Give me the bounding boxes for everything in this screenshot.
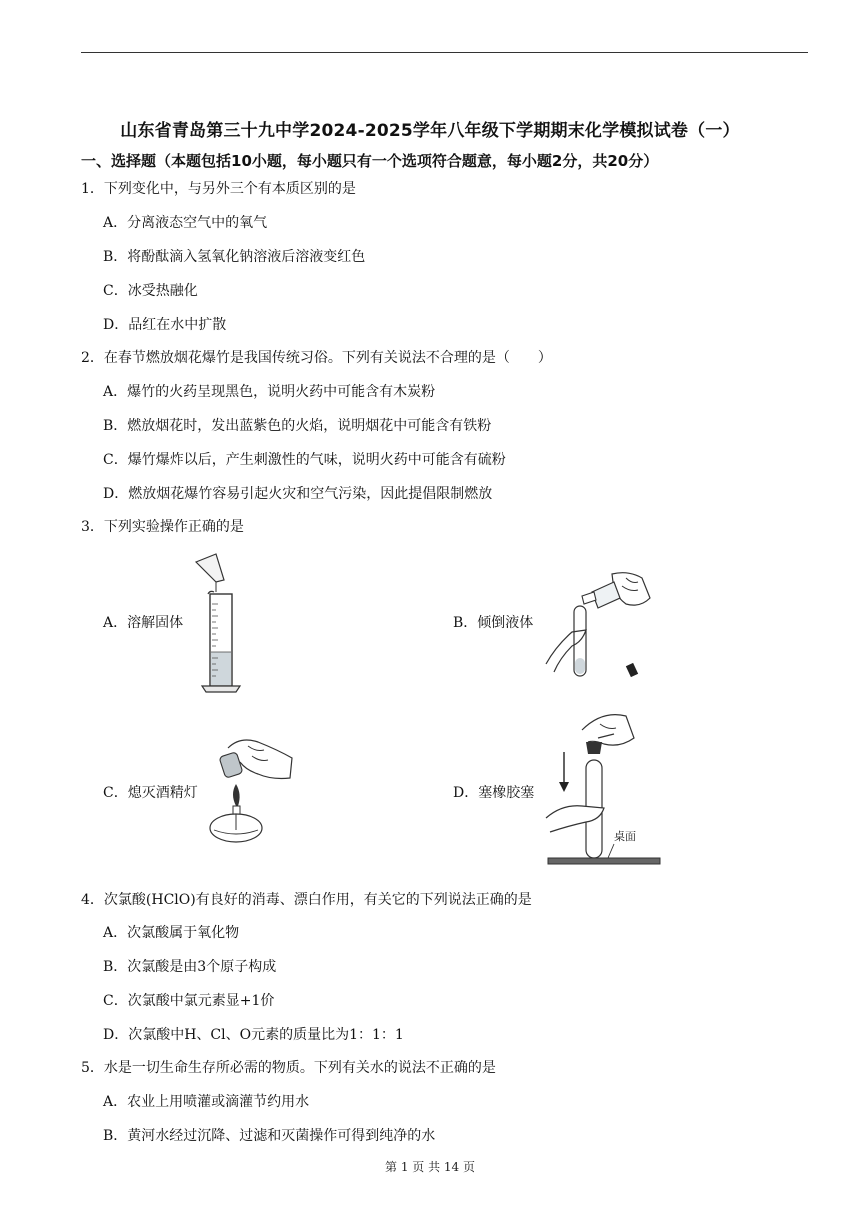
question-4-option-c: C．次氯酸中氯元素显+1价 [103,993,275,1009]
question-4-stem: 4．次氯酸(HClO)有良好的消毒、漂白作用，有关它的下列说法正确的是 [81,892,532,908]
question-2-option-d: D．燃放烟花爆竹容易引起火灾和空气污染，因此提倡限制燃放 [103,486,493,502]
page-footer: 第 1 页 共 14 页 [385,1160,475,1174]
section-heading: 一、选择题（本题包括10小题，每小题只有一个选项符合题意，每小题2分，共20分） [81,152,659,170]
graduated-cylinder-figure [190,552,270,694]
question-3-option-d: D．塞橡胶塞 [453,785,535,801]
question-2-stem: 2．在春节燃放烟花爆竹是我国传统习俗。下列有关说法不合理的是（ ） [81,350,552,366]
question-1-option-a: A．分离液态空气中的氧气 [103,215,268,231]
pouring-liquid-figure [542,568,666,684]
question-5-stem: 5．水是一切生命生存所必需的物质。下列有关水的说法不正确的是 [81,1060,496,1076]
question-1-option-c: C．冰受热融化 [103,283,198,299]
question-3-option-b: B．倾倒液体 [453,615,534,631]
alcohol-lamp-figure [200,734,296,846]
question-3-option-a: A．溶解固体 [103,615,184,631]
question-4-option-b: B．次氯酸是由3个原子构成 [103,959,277,975]
question-1-option-d: D．品红在水中扩散 [103,317,227,333]
table-surface-label: 桌面 [614,830,636,843]
exam-title: 山东省青岛第三十九中学2024-2025学年八年级下学期期末化学模拟试卷（一） [120,121,740,141]
question-2-option-c: C．爆竹爆炸以后，产生刺激性的气味，说明火药中可能含有硫粉 [103,452,506,468]
question-2-option-a: A．爆竹的火药呈现黑色，说明火药中可能含有木炭粉 [103,384,436,400]
question-1-option-b: B．将酚酞滴入氢氧化钠溶液后溶液变红色 [103,249,366,265]
question-3-option-c: C．熄灭酒精灯 [103,785,198,801]
question-4-option-a: A．次氯酸属于氧化物 [103,925,240,941]
question-4-option-d: D．次氯酸中H、Cl、O元素的质量比为1：1：1 [103,1027,404,1043]
question-3-stem: 3．下列实验操作正确的是 [81,519,244,535]
header-rule [81,52,808,53]
rubber-stopper-figure [542,708,666,870]
question-2-option-b: B．燃放烟花时，发出蓝紫色的火焰，说明烟花中可能含有铁粉 [103,418,492,434]
question-5-option-b: B．黄河水经过沉降、过滤和灭菌操作可得到纯净的水 [103,1128,436,1144]
question-5-option-a: A．农业上用喷灌或滴灌节约用水 [103,1094,310,1110]
question-1-stem: 1．下列变化中，与另外三个有本质区别的是 [81,181,356,197]
